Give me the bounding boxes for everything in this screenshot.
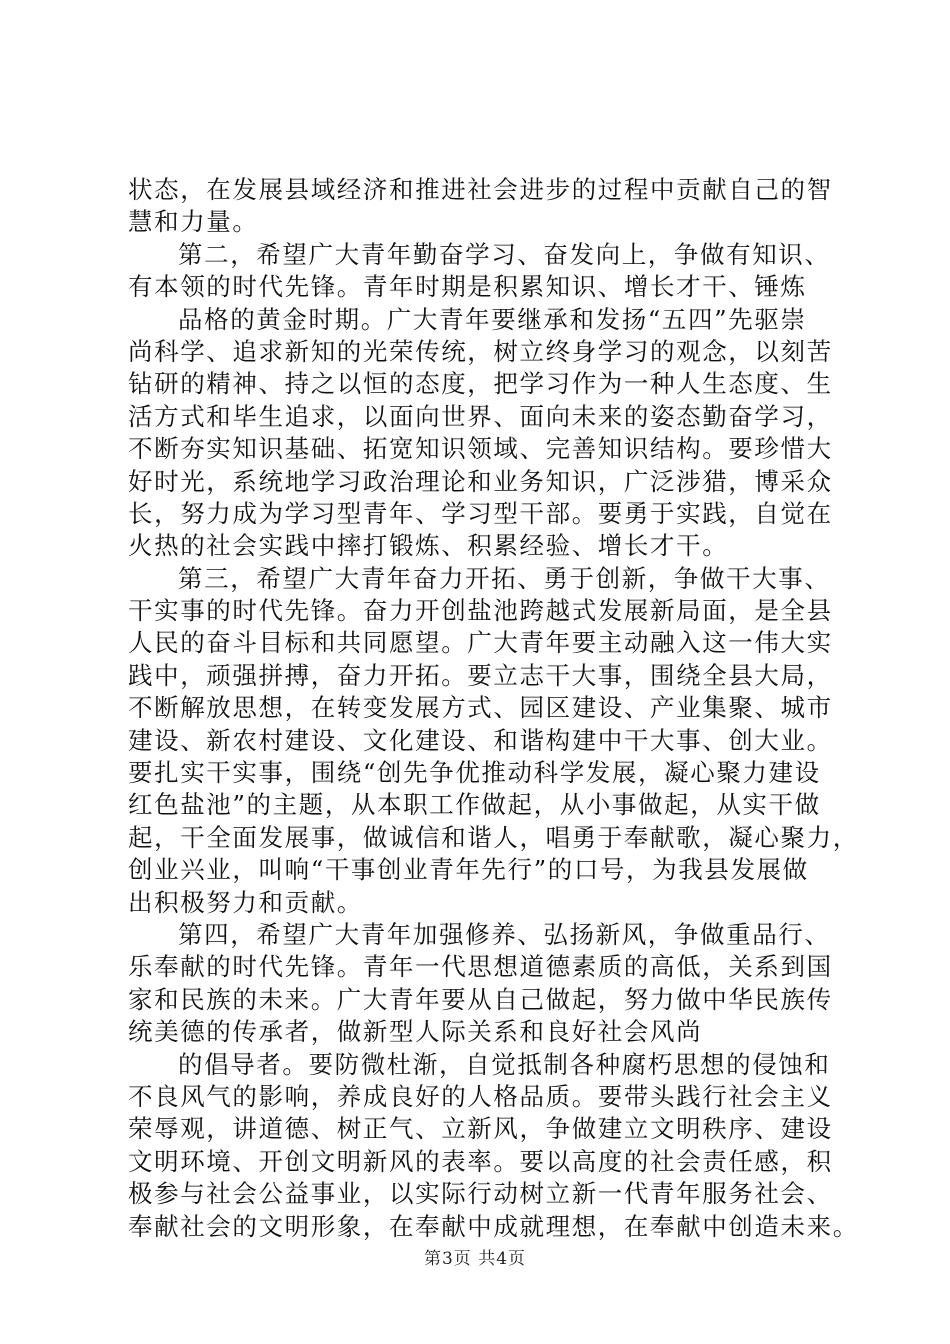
text-line: 荣辱观，讲道德、树正气、立新风，争做建立文明秩序、建设	[128, 1114, 833, 1144]
text-line: 要扎实干实事，围绕“创先争优推动科学发展，凝心聚力建设	[128, 758, 821, 788]
text-line: 火热的社会实践中摔打锻炼、积累经验、增长才干。	[128, 531, 729, 561]
text-line: 奉献社会的文明形象，在奉献中成就理想，在奉献中创造未来。	[128, 1211, 859, 1241]
text-line: 乐奉献的时代先锋。青年一代思想道德素质的高低，关系到国	[128, 952, 833, 982]
document-body	[128, 174, 860, 1243]
text-line: 第三，希望广大青年奋力开拓、勇于创新，争做干大事、	[178, 563, 831, 593]
text-line: 创业兴业，叫响“干事创业青年先行”的口号，为我县发展做	[128, 855, 809, 885]
text-line: 长，努力成为学习型青年、学习型干部。要勇于实践，自觉在	[128, 498, 833, 528]
text-line: 不断夯实知识基础、拓宽知识领域、完善知识结构。要珍惜大	[128, 434, 833, 464]
text-line: 极参与社会公益事业，以实际行动树立新一代青年服务社会、	[128, 1179, 833, 1209]
text-line: 钻研的精神、持之以恒的态度，把学习作为一种人生态度、生	[128, 369, 833, 399]
text-line: 品格的黄金时期。广大青年要继承和发扬“五四”先驱崇	[178, 304, 807, 334]
text-line: 建设、新农村建设、文化建设、和谐构建中干大事、创大业。	[128, 725, 833, 755]
text-line: 尚科学、追求新知的光荣传统，树立终身学习的观念，以刻苦	[128, 336, 833, 366]
text-line: 的倡导者。要防微杜渐，自觉抵制各种腐朽思想的侵蚀和	[178, 1049, 831, 1079]
text-line: 家和民族的未来。广大青年要从自己做起，努力做中华民族传	[128, 984, 833, 1014]
text-line: 干实事的时代先锋。奋力开创盐池跨越式发展新局面，是全县	[128, 596, 833, 626]
text-line: 不良风气的影响，养成良好的人格品质。要带头践行社会主义	[128, 1081, 833, 1111]
page-footer: 第3页 共4页	[423, 1249, 527, 1269]
text-line: 慧和力量。	[128, 207, 259, 237]
text-line: 起，干全面发展事，做诚信和谐人，唱勇于奉献歌，凝心聚力，	[128, 822, 859, 852]
text-line: 红色盐池”的主题，从本职工作做起，从小事做起，从实干做	[128, 790, 821, 820]
text-line: 文明环境、开创文明新风的表率。要以高度的社会责任感，积	[128, 1146, 833, 1176]
text-line: 活方式和毕生追求，以面向世界、面向未来的姿态勤奋学习，	[128, 401, 833, 431]
text-line: 人民的奋斗目标和共同愿望。广大青年要主动融入这一伟大实	[128, 628, 833, 658]
text-line: 有本领的时代先锋。青年时期是积累知识、增长才干、锤炼	[128, 272, 807, 302]
text-line: 第四，希望广大青年加强修养、弘扬新风，争做重品行、	[178, 919, 831, 949]
text-line: 第二，希望广大青年勤奋学习、奋发向上，争做有知识、	[178, 239, 831, 269]
text-line: 状态，在发展县域经济和推进社会进步的过程中贡献自己的智	[128, 175, 833, 204]
text-line: 统美德的传承者，做新型人际关系和良好社会风尚	[128, 1017, 703, 1047]
text-line: 不断解放思想，在转变发展方式、园区建设、产业集聚、城市	[128, 693, 833, 723]
text-line: 践中，顽强拼搏，奋力开拓。要立志干大事，围绕全县大局，	[128, 660, 833, 690]
text-line: 好时光，系统地学习政治理论和业务知识，广泛涉猎，博采众	[128, 466, 833, 496]
text-line: 出积极努力和贡献。	[128, 887, 363, 917]
